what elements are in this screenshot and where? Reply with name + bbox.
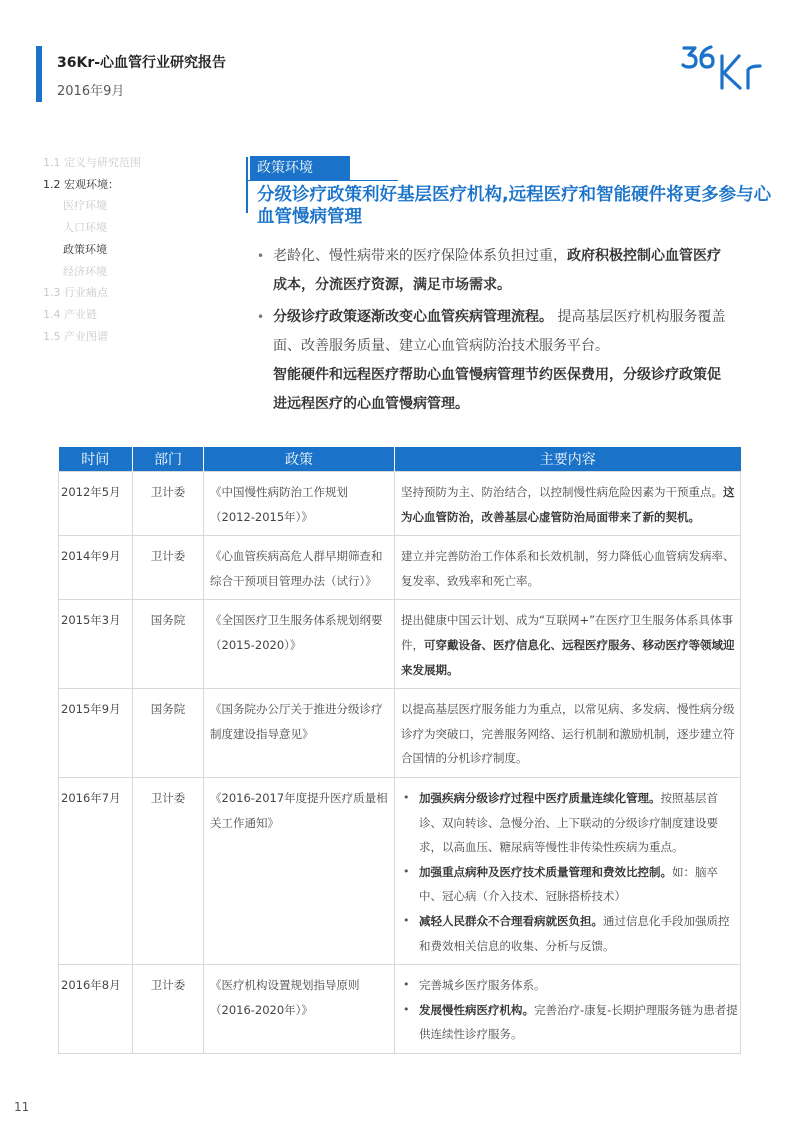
content-text: 完善治疗-康复-长期护理服务链为患者提供连续性诊疗服务。 bbox=[419, 1002, 738, 1042]
bullet-point bbox=[257, 242, 727, 300]
cell-content bbox=[395, 777, 741, 964]
bullet-dot-icon: • bbox=[403, 978, 410, 992]
cell-time: 2015年9月 bbox=[59, 689, 133, 778]
cell-department: 卫计委 bbox=[133, 777, 204, 964]
bullet-dot-icon: • bbox=[403, 913, 410, 927]
cell-time: 2014年9月 bbox=[59, 536, 133, 600]
content-bold-text: 发展慢性病医疗机构。 bbox=[419, 1002, 534, 1017]
table-of-contents bbox=[43, 152, 141, 347]
36kr-logo bbox=[680, 42, 764, 94]
column-header-policy: 政策 bbox=[204, 447, 395, 472]
content-text: 完善城乡医疗服务体系。 bbox=[419, 978, 546, 993]
table-row bbox=[59, 689, 741, 778]
toc-item[interactable]: 1.1 定义与研究范围 bbox=[43, 156, 141, 169]
bullet-dot-icon: • bbox=[257, 310, 265, 324]
cell-department: 卫计委 bbox=[133, 536, 204, 600]
content-bullet bbox=[401, 998, 740, 1047]
toc-item[interactable]: 1.5 产业图谱 bbox=[43, 329, 108, 343]
content-text: 通过信息化手段加强质控和费效相关信息的收集、分析与反馈。 bbox=[419, 913, 730, 953]
content-bullet bbox=[401, 860, 740, 909]
cell-department: 卫计委 bbox=[133, 965, 204, 1054]
content-text: 提出健康中国云计划、成为“互联网+”在医疗卫生服务体系具体事件， bbox=[401, 613, 734, 652]
content-bullet bbox=[401, 973, 740, 998]
content-bold-text: 减轻人民群众不合理看病就医负担。 bbox=[419, 913, 603, 928]
cell-content bbox=[395, 472, 741, 536]
cell-content bbox=[395, 600, 741, 689]
table-row bbox=[59, 600, 741, 689]
content-bullet bbox=[401, 909, 740, 958]
bullet-dot-icon: • bbox=[257, 249, 265, 263]
content-text: 坚持预防为主、防治结合，以控制慢性病危险因素为干预重点。 bbox=[401, 485, 723, 499]
cell-content bbox=[395, 965, 741, 1054]
bullet-bold-text: 分级诊疗政策逐渐改变心血管疾病管理流程。 bbox=[273, 309, 553, 325]
report-date: 2016年9月 bbox=[57, 84, 125, 99]
bullet-text: 老龄化、慢性病带来的医疗保险体系负担过重， bbox=[273, 248, 567, 264]
cell-time: 2015年3月 bbox=[59, 600, 133, 689]
content-bold-text: 加强疾病分级诊疗过程中医疗质量连续化管理。 bbox=[419, 790, 661, 805]
toc-item[interactable]: 经济环境 bbox=[63, 264, 107, 278]
policy-table bbox=[58, 447, 741, 1054]
cell-content bbox=[395, 689, 741, 778]
content-bold-text: 可穿戴设备、医疗信息化、远程医疗服务、移动医疗等领域迎来发展期。 bbox=[401, 637, 735, 677]
content-text: 如：脑卒中、冠心病（介入技术、冠脉搭桥技术） bbox=[419, 864, 718, 904]
toc-item[interactable]: 1.2 宏观环境： bbox=[43, 177, 119, 191]
content-text: 建立并完善防治工作体系和长效机制，努力降低心血管病发病率、复发率、致残率和死亡率。 bbox=[401, 549, 735, 588]
cell-time: 2016年7月 bbox=[59, 777, 133, 964]
column-header-content: 主要内容 bbox=[395, 447, 741, 472]
content-bold-text: 加强重点病种及医疗技术质量管理和费效比控制。 bbox=[419, 864, 672, 879]
toc-item[interactable]: 政策环境 bbox=[63, 242, 107, 256]
section-headline: 分级诊疗政策利好基层医疗机构,远程医疗和智能硬件将更多参与心血管慢病管理 bbox=[257, 185, 772, 227]
bullet-dot-icon: • bbox=[403, 1002, 410, 1016]
column-header-time: 时间 bbox=[59, 447, 133, 472]
section-tag: 政策环境 bbox=[250, 156, 350, 180]
bullet-dot-icon: • bbox=[403, 864, 410, 878]
cell-policy: 《中国慢性病防治工作规划（2012-2015年）》 bbox=[204, 472, 395, 536]
bullet-bold-text: 政府积极控制心血管医疗成本，分流医疗资源，满足市场需求。 bbox=[273, 248, 721, 293]
page-number: 11 bbox=[14, 1100, 30, 1114]
bullet-dot-icon: • bbox=[403, 790, 410, 804]
bullet-point bbox=[257, 303, 727, 419]
content-bold-text: 这为心血管防治，改善基层心虚管防治局面带来了新的契机。 bbox=[401, 485, 735, 524]
header-accent-bar bbox=[36, 46, 42, 102]
cell-department: 国务院 bbox=[133, 600, 204, 689]
cell-department: 国务院 bbox=[133, 689, 204, 778]
section-accent-line bbox=[246, 157, 248, 213]
column-header-department: 部门 bbox=[133, 447, 204, 472]
cell-policy: 《国务院办公厅关于推进分级诊疗制度建设指导意见》 bbox=[204, 689, 395, 778]
section-underline bbox=[248, 180, 398, 181]
toc-item[interactable]: 1.4 产业链 bbox=[43, 307, 97, 321]
table-row bbox=[59, 536, 741, 600]
report-title: 36Kr-心血管行业研究报告 bbox=[57, 55, 227, 71]
cell-time: 2012年5月 bbox=[59, 472, 133, 536]
toc-item[interactable]: 人口环境 bbox=[63, 221, 107, 235]
toc-item[interactable]: 1.3 行业痛点 bbox=[43, 286, 108, 300]
content-text: 以提高基层医疗服务能力为重点，以常见病、多发病、慢性病分级诊疗为突破口，完善服务网络、运行机制和激励机制，逐步建立符合国情的分机诊疗制度。 bbox=[401, 702, 735, 766]
bullet-bold-text: 智能硬件和远程医疗帮助心血管慢病管理节约医保费用，分级诊疗政策促进远程医疗的心血管慢病管理。 bbox=[273, 367, 721, 412]
content-bullet bbox=[401, 786, 740, 860]
toc-item[interactable]: 医疗环境 bbox=[63, 199, 107, 213]
bullet-text: 提高基层医疗机构服务覆盖面、改善服务质量、建立心血管病防治技术服务平台。 bbox=[273, 309, 726, 354]
content-text: 按照基层首诊、双向转诊、急慢分治、上下联动的分级诊疗制度建设要求，以高血压、糖尿病等慢性非传染性疾病为重点。 bbox=[419, 790, 718, 855]
cell-policy: 《2016-2017年度提升医疗质量相关工作通知》 bbox=[204, 777, 395, 964]
cell-policy: 《心血管疾病高危人群早期筛查和综合干预项目管理办法（试行）》 bbox=[204, 536, 395, 600]
cell-time: 2016年8月 bbox=[59, 965, 133, 1054]
table-header-row bbox=[59, 447, 741, 472]
table-row bbox=[59, 965, 741, 1054]
cell-policy: 《医疗机构设置规划指导原则（2016-2020年）》 bbox=[204, 965, 395, 1054]
cell-department: 卫计委 bbox=[133, 472, 204, 536]
table-row bbox=[59, 472, 741, 536]
cell-policy: 《全国医疗卫生服务体系规划纲要（2015-2020）》 bbox=[204, 600, 395, 689]
cell-content bbox=[395, 536, 741, 600]
table-row bbox=[59, 777, 741, 964]
